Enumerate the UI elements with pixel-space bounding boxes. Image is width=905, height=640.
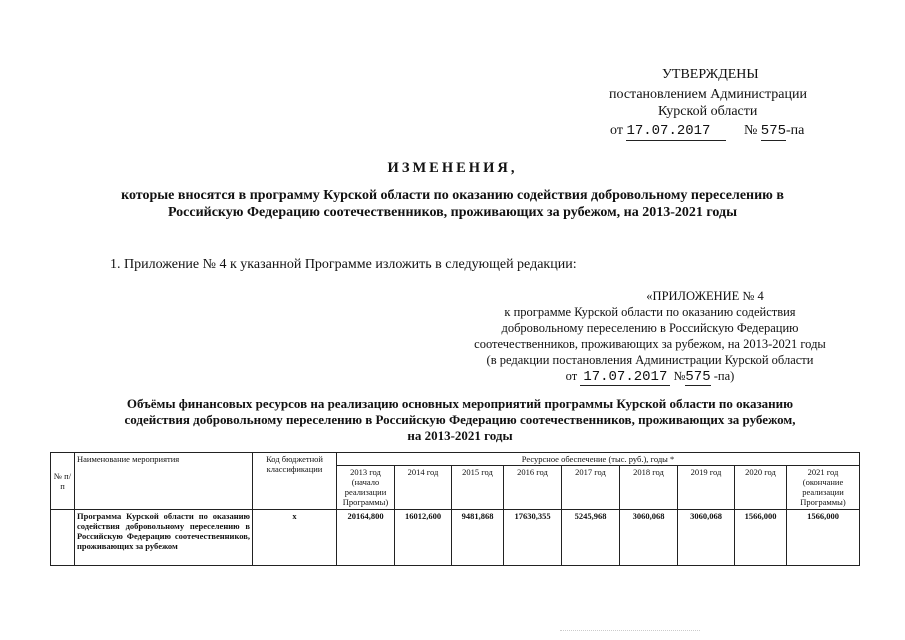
paragraph-1: 1. Приложение № 4 к указанной Программе изложить в следующей редакции:: [110, 257, 577, 272]
year-2013: 2013 год (начало реализации Программы): [337, 466, 395, 510]
row-code: x: [253, 510, 337, 566]
row-value-2020: 1566,000: [735, 510, 787, 566]
year-2019: 2019 год: [678, 466, 735, 510]
volume-title-line1: Объёмы финансовых ресурсов на реализацию основных мероприятий программы Курской области по оказанию: [126, 396, 794, 411]
header-code: Код бюджетной классификации: [253, 453, 337, 510]
header-num: № п/п: [51, 453, 75, 510]
appendix-num-suffix: -па): [713, 369, 735, 383]
approval-line2: Курской области: [658, 104, 758, 119]
appendix-line5: (в редакции постановления Администрации Курской области: [486, 353, 814, 367]
appendix-line3: добровольному переселению в Российскую Федерацию: [501, 321, 799, 335]
appendix-line4: соотечественников, проживающих за рубежом, на 2013-2021 годы: [474, 337, 826, 351]
table-row: [51, 510, 860, 566]
approval-from-prefix: от: [610, 123, 623, 138]
volume-title: [120, 396, 800, 444]
volume-title-line2: содействия добровольному переселению в Российскую Федерацию соотечественников, проживающих за рубежом,: [124, 412, 796, 427]
subtitle-line2: Российскую Федерацию соотечественников, проживающих за рубежом, на 2013-2021 годы: [167, 205, 738, 220]
row-value-2019: 3060,068: [678, 510, 735, 566]
year-2018: 2018 год: [620, 466, 678, 510]
document-subtitle: [60, 187, 845, 221]
appendix-num-prefix: №: [673, 369, 686, 383]
approval-date-line: [610, 122, 804, 141]
appendix-from-prefix: от: [565, 369, 578, 383]
approval-num-suffix: -па: [786, 123, 805, 138]
year-2017: 2017 год: [562, 466, 620, 510]
row-value-2014: 16012,600: [395, 510, 452, 566]
appendix-date: 17.07.2017: [580, 369, 670, 386]
volume-title-line3: на 2013-2021 годы: [407, 428, 513, 443]
approval-line1: постановлением Администрации: [609, 87, 807, 102]
row-num: [51, 510, 75, 566]
approval-number: 575: [760, 123, 787, 139]
approval-num-prefix: №: [743, 123, 758, 138]
approval-date: 17.07.2017: [626, 123, 726, 141]
year-2015: 2015 год: [452, 466, 504, 510]
row-value-2021: 1566,000: [787, 510, 860, 566]
header-resources: Ресурсное обеспечение (тыс. руб.), годы *: [337, 453, 860, 466]
row-value-2018: 3060,068: [620, 510, 678, 566]
appendix-line2: к программе Курской области по оказанию содействия: [504, 305, 796, 319]
row-value-2015: 9481,868: [452, 510, 504, 566]
approval-heading: УТВЕРЖДЕНЫ: [662, 67, 759, 82]
row-name: Программа Курской области по оказанию содействия добровольному переселению в Российскую Федерацию соотечественников, проживающих за рубежом: [75, 510, 253, 566]
subtitle-line1: которые вносятся в программу Курской области по оказанию содействия добровольному переселению в: [121, 188, 784, 203]
appendix-number: 575: [685, 369, 711, 385]
row-value-2013: 20164,800: [337, 510, 395, 566]
page-edge-trace: [560, 630, 700, 632]
appendix-header: [460, 288, 840, 386]
resources-table: [50, 452, 860, 566]
year-2014: 2014 год: [395, 466, 452, 510]
row-value-2016: 17630,355: [504, 510, 562, 566]
table-header-row: [51, 453, 860, 466]
appendix-line1: «ПРИЛОЖЕНИЕ № 4: [646, 289, 764, 303]
document-title: ИЗМЕНЕНИЯ,: [387, 160, 518, 176]
year-2020: 2020 год: [735, 466, 787, 510]
header-name: Наименование мероприятия: [75, 453, 253, 510]
row-value-2017: 5245,968: [562, 510, 620, 566]
year-2021: 2021 год (окончание реализации Программы): [787, 466, 860, 510]
appendix-date-line: [460, 368, 840, 386]
year-2016: 2016 год: [504, 466, 562, 510]
